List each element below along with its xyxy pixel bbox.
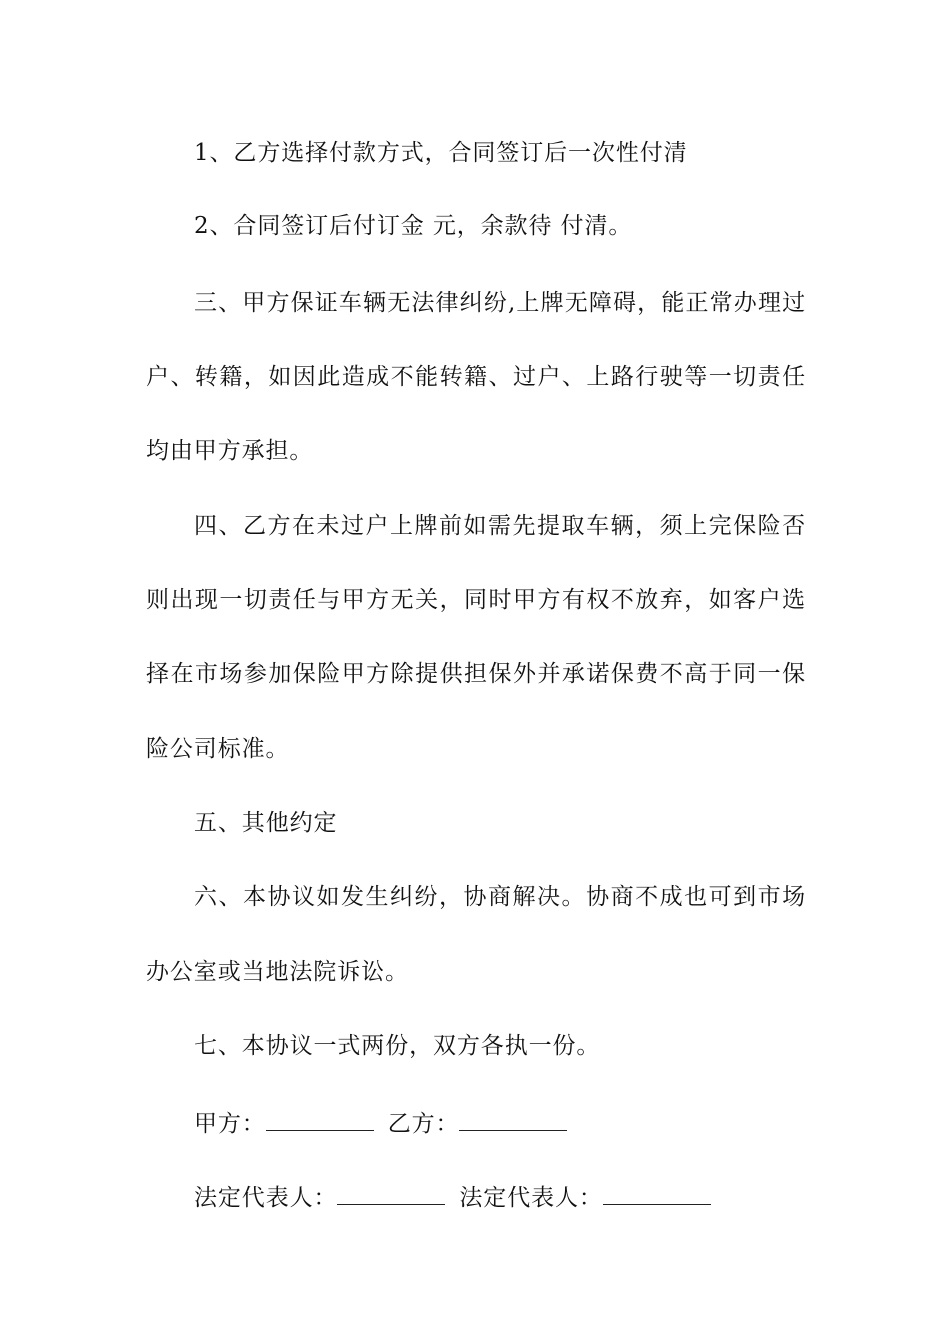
clause-line: 三、甲方保证车辆无法律纠纷,上牌无障碍，能正常办理过 [194, 290, 806, 316]
clause-line: 四、乙方在未过户上牌前如需先提取车辆，须上完保险否 [194, 513, 806, 539]
party-a-blank [266, 1108, 374, 1131]
rep-a-blank [337, 1182, 445, 1205]
clause-line: 择在市场参加保险甲方除提供担保外并承诺保费不高于同一保 [146, 661, 806, 687]
rep-a-label: 法定代表人： [194, 1185, 338, 1211]
representative-signature-row [194, 1182, 725, 1213]
clause-line: 五、其他约定 [194, 810, 338, 836]
clause-line: 均由甲方承担。 [146, 438, 314, 464]
clause-line: 则出现一切责任与甲方无关，同时甲方有权不放弃，如客户选 [146, 587, 806, 613]
clause-line: 七、本协议一式两份，双方各执一份。 [194, 1033, 601, 1059]
party-b-blank [459, 1108, 567, 1131]
clause-line: 户、转籍，如因此造成不能转籍、过户、上路行驶等一切责任 [146, 364, 806, 390]
clause-line: 办公室或当地法院诉讼。 [146, 959, 409, 985]
clause-line: 险公司标准。 [146, 736, 290, 762]
rep-b-blank [603, 1182, 711, 1205]
clause-line: 六、本协议如发生纠纷，协商解决。协商不成也可到市场 [194, 884, 806, 910]
party-a-label: 甲方： [194, 1111, 266, 1137]
clause-line: 2、合同签订后付订金 元，余款待 付清。 [194, 213, 633, 239]
rep-b-label: 法定代表人： [459, 1185, 603, 1211]
clause-line: 1、乙方选择付款方式，合同签订后一次性付清 [194, 140, 688, 166]
party-signature-row [194, 1108, 581, 1139]
party-b-label: 乙方： [387, 1111, 460, 1137]
